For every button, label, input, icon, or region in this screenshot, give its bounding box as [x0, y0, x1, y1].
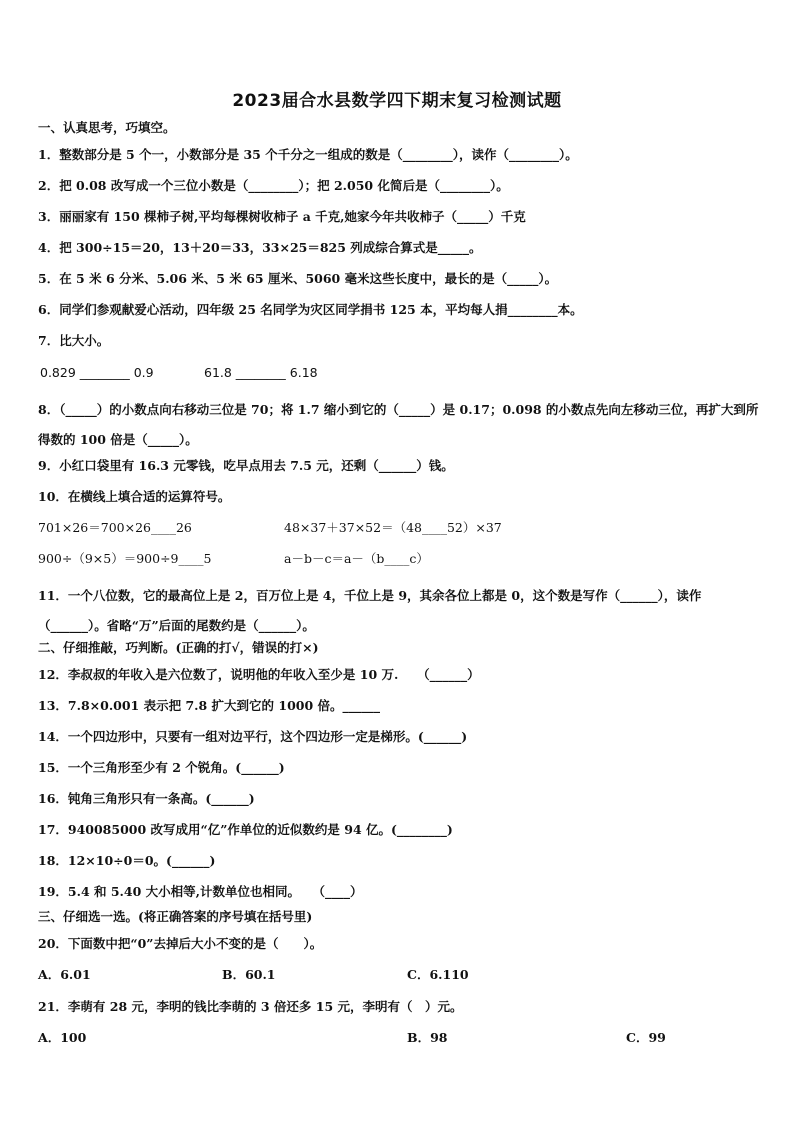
- question-20-option-a: A．6.01: [38, 967, 91, 982]
- question-10-item-d: a－b－c＝a－（b____c）: [284, 551, 429, 566]
- question-14: 14．一个四边形中，只要有一组对边平行，这个四边形一定是梯形。(______): [38, 729, 468, 744]
- question-3: 3．丽丽家有 150 棵柿子树,平均每棵树收柿子 a 千克,她家今年共收柿子（_____）千克: [38, 209, 526, 224]
- question-9: 9．小红口袋里有 16.3 元零钱，吃早点用去 7.5 元，还剩（______）钱。: [38, 458, 454, 473]
- question-21-option-c: C．99: [626, 1030, 666, 1045]
- question-8: 8．（_____）的小数点向右移动三位是 70；将 1.7 缩小到它的（_____）是 0.17；0.098 的小数点先向左移动三位，再扩大到所得数的 100 倍是（_____）。: [38, 402, 759, 447]
- question-20-option-c: C．6.110: [407, 967, 469, 982]
- question-1: 1．整数部分是 5 个一，小数部分是 35 个千分之一组成的数是（________），读作（________）。: [38, 147, 578, 162]
- question-19: 19．5.4 和 5.40 大小相等,计数单位也相同。 （____）: [38, 884, 363, 899]
- question-4: 4．把 300÷15＝20，13＋20＝33，33×25＝825 列成综合算式是_____。: [38, 240, 482, 255]
- question-6: 6．同学们参观献爱心活动，四年级 25 名同学为灾区同学捐书 125 本，平均每人捐________本。: [38, 302, 583, 317]
- section-heading-2: 二、仔细推敲，巧判断。(正确的打√，错误的打×): [38, 640, 319, 655]
- question-5: 5．在 5 米 6 分米、5.06 米、5 米 65 厘米、5060 毫米这些长度中，最长的是（_____）。: [38, 271, 558, 286]
- question-16: 16．钝角三角形只有一条高。(______): [38, 791, 255, 806]
- question-10-item-b: 48×37＋37×52＝（48____52）×37: [284, 520, 502, 535]
- section-heading-3: 三、仔细选一选。(将正确答案的序号填在括号里): [38, 909, 313, 924]
- page-title: 2023届合水县数学四下期末复习检测试题: [232, 91, 562, 111]
- question-10-item-c: 900÷（9×5）＝900÷9____5: [38, 551, 212, 566]
- question-15: 15．一个三角形至少有 2 个锐角。(______): [38, 760, 285, 775]
- question-11: 11．一个八位数，它的最高位上是 2，百万位上是 4，千位上是 9，其余各位上都是 0，这个数是写作（______），读作（______）。省略“万”后面的尾数约是（______）。: [38, 588, 702, 633]
- question-21-option-a: A．100: [38, 1030, 87, 1045]
- question-21: 21．李萌有 28 元，李明的钱比李萌的 3 倍还多 15 元，李明有（ ）元。: [38, 999, 463, 1014]
- question-7-item-a: 0.829 ________ 0.9: [40, 365, 154, 380]
- question-13: 13．7.8×0.001 表示把 7.8 扩大到它的 1000 倍。______: [38, 698, 381, 713]
- question-7-item-b: 61.8 ________ 6.18: [204, 365, 318, 380]
- question-2: 2．把 0.08 改写成一个三位小数是（________）；把 2.050 化简后是（________）。: [38, 178, 509, 193]
- question-10: 10．在横线上填合适的运算符号。: [38, 489, 231, 504]
- question-18: 18．12×10÷0＝0。(______): [38, 853, 216, 868]
- question-10-item-a: 701×26＝700×26____26: [38, 520, 192, 535]
- question-7: 7．比大小。: [38, 333, 110, 348]
- question-17: 17．940085000 改写成用“亿”作单位的近似数约是 94 亿。(________): [38, 822, 453, 837]
- section-heading-1: 一、认真思考，巧填空。: [38, 120, 176, 135]
- question-20: 20．下面数中把“0”去掉后大小不变的是（ ）。: [38, 936, 323, 951]
- question-20-option-b: B．60.1: [222, 967, 276, 982]
- question-12: 12．李叔叔的年收入是六位数了，说明他的年收入至少是 10 万. （______）: [38, 667, 480, 682]
- question-21-option-b: B．98: [407, 1030, 448, 1045]
